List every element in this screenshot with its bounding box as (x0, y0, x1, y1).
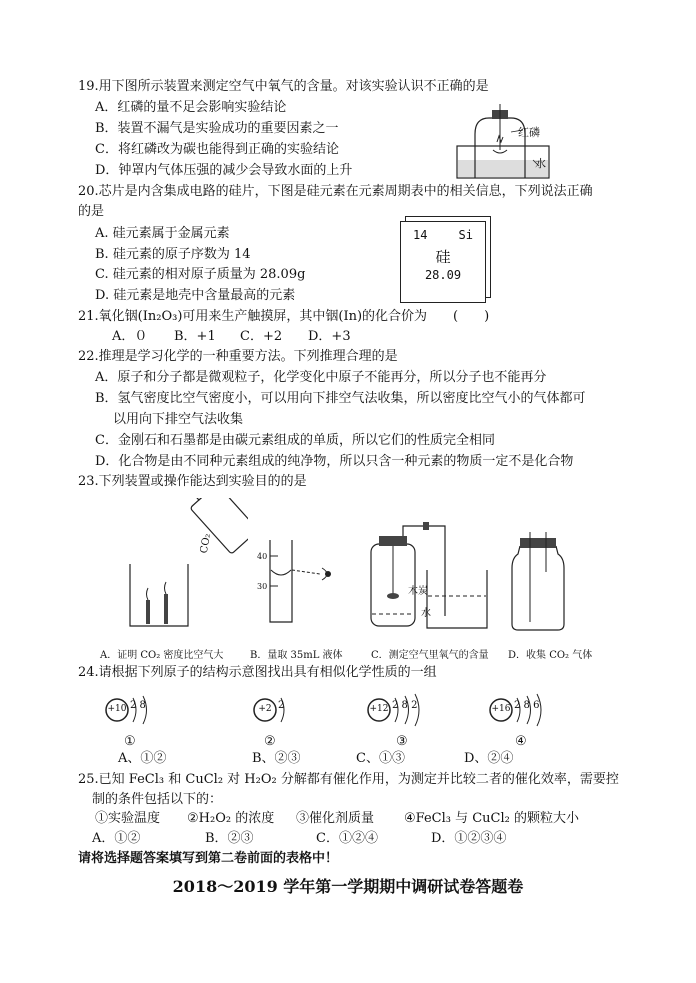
q21-option-b: B．+1 (174, 329, 216, 344)
q22-option-b-cont: 以用向下排空气法收集 (113, 412, 244, 427)
q20-option-a: A. 硅元素属于金属元素 (95, 226, 230, 241)
q23-caption-b: B．量取 35mL 液体 (250, 650, 343, 661)
q23-water-label: 水 (421, 608, 431, 619)
q24-stem: 24.请根据下列原子的结构示意图找出具有相似化学性质的一组 (78, 665, 437, 680)
q21-option-d: D．+3 (308, 329, 351, 344)
q25-condition-3: ③催化剂质量 (296, 811, 375, 826)
q19-red-phosphorus-label: 红磷 (518, 126, 540, 139)
atom-4-nucleus: +16 (491, 704, 511, 714)
atom-2-label: ② (264, 734, 276, 749)
q22-option-d: D．化合物是由不同种元素组成的纯净物，所以只含一种元素的物质一定不是化合物 (95, 454, 574, 469)
atom-1-nucleus: +10 (107, 704, 127, 714)
q23-figure-a-co2-beaker (118, 498, 248, 636)
q19-option-b: B．装置不漏气是实验成功的重要因素之一 (95, 121, 339, 136)
q23-caption-d: D．收集 CO₂ 气体 (508, 650, 593, 661)
q23-figure-b-graduated-cylinder (262, 540, 352, 630)
atomic-number: 14 (413, 228, 428, 242)
q25-option-d: D．①②③④ (431, 831, 507, 846)
q25-option-c: C．①②④ (316, 831, 378, 846)
q19-stem: 19.用下图所示装置来测定空气中氧气的含量。对该实验认识不正确的是 (78, 79, 489, 94)
q23-stem: 23.下列装置或操作能达到实验目的的是 (78, 474, 307, 489)
q23-caption-c: C．测定空气里氧气的含量 (371, 650, 489, 661)
q24-option-c: C、①③ (356, 751, 405, 766)
atom-4-shells: 2 8 6 (514, 700, 540, 711)
q20-option-d: D. 硅元素是地壳中含量最高的元素 (95, 288, 296, 303)
q24-option-a: A、①② (118, 751, 167, 766)
q23-charcoal-label: 木炭 (408, 586, 428, 597)
element-symbol: Si (458, 228, 473, 242)
q23-tick-30: 30 (257, 582, 268, 591)
q25-stem-line1: 25.已知 FeCl₃ 和 CuCl₂ 对 H₂O₂ 分解都有催化作用，为测定并比较二者的催化效率，需要控 (78, 772, 619, 787)
q24-option-d: D、②④ (464, 751, 514, 766)
q24-option-b: B、②③ (252, 751, 301, 766)
q19-option-a: A．红磷的量不足会影响实验结论 (95, 100, 287, 115)
q22-option-b: B．氢气密度比空气密度小，可以用向下排空气法收集，所以密度比空气小的气体都可 (95, 391, 586, 406)
atom-3-shells: 2 8 2 (392, 700, 418, 711)
q22-stem: 22.推理是学习化学的一种重要方法。下列推理合理的是 (78, 349, 398, 364)
q20-option-c: C. 硅元素的相对原子质量为 28.09g (95, 267, 306, 282)
q20-stem-line2: 的是 (78, 204, 105, 219)
atom-2-shells: 2 (278, 700, 285, 711)
answer-sheet-title: 2018～2019 学年第一学期期中调研试卷答题卷 (172, 877, 524, 896)
atom-3-nucleus: +12 (369, 704, 389, 714)
atom-1-shells: 2 8 (130, 700, 146, 711)
q25-option-a: A．①② (92, 831, 141, 846)
q21-option-a: A．０ (112, 329, 148, 344)
q23-figure-d-collection-bottle (508, 532, 568, 632)
atomic-mass: 28.09 (424, 268, 462, 282)
q20-option-b: B. 硅元素的原子序数为 14 (95, 247, 251, 262)
q23-caption-a: A．证明 CO₂ 密度比空气大 (100, 650, 224, 661)
q21-option-c: C．+2 (240, 329, 283, 344)
q22-option-c: C．金刚石和石墨都是由碳元素组成的单质，所以它们的性质完全相同 (95, 433, 495, 448)
q19-bell-jar-apparatus (455, 104, 575, 182)
q23-co2-label: CO₂ (198, 532, 214, 555)
answer-sheet-notice: 请将选择题答案填写到第二卷前面的表格中！ (78, 851, 339, 866)
atom-3-label: ③ (396, 734, 408, 749)
q19-water-label: 水 (535, 157, 546, 170)
q19-option-d: D．钟罩内气体压强的减少会导致水面的上升 (95, 163, 353, 178)
atom-4-label: ④ (515, 734, 527, 749)
element-name: 硅 (435, 248, 451, 266)
q19-option-c: C．将红磷改为碳也能得到正确的实验结论 (95, 142, 339, 157)
q21-stem: 21.氧化铟(In₂O₃)可用来生产触摸屏，其中铟(In)的化合价为 ( ) (78, 309, 490, 324)
atom-2-nucleus: +2 (258, 704, 272, 714)
q23-tick-40: 40 (257, 552, 268, 561)
silicon-element-tile (400, 221, 486, 303)
q25-option-b: B．②③ (205, 831, 254, 846)
q22-option-a: A．原子和分子都是微观粒子，化学变化中原子不能再分，所以分子也不能再分 (95, 370, 547, 385)
atom-1-label: ① (124, 734, 136, 749)
q25-condition-4: ④FeCl₃ 与 CuCl₂ 的颗粒大小 (404, 811, 580, 826)
q25-condition-1: ①实验温度 (95, 811, 161, 826)
q20-stem-line1: 20.芯片是内含集成电路的硅片，下图是硅元素在元素周期表中的相关信息，下列说法正确 (78, 184, 593, 199)
q24-atom-diagrams (95, 688, 635, 732)
q25-condition-2: ②H₂O₂ 的浓度 (187, 811, 275, 826)
q25-stem-line2: 制的条件包括以下的： (92, 792, 223, 807)
